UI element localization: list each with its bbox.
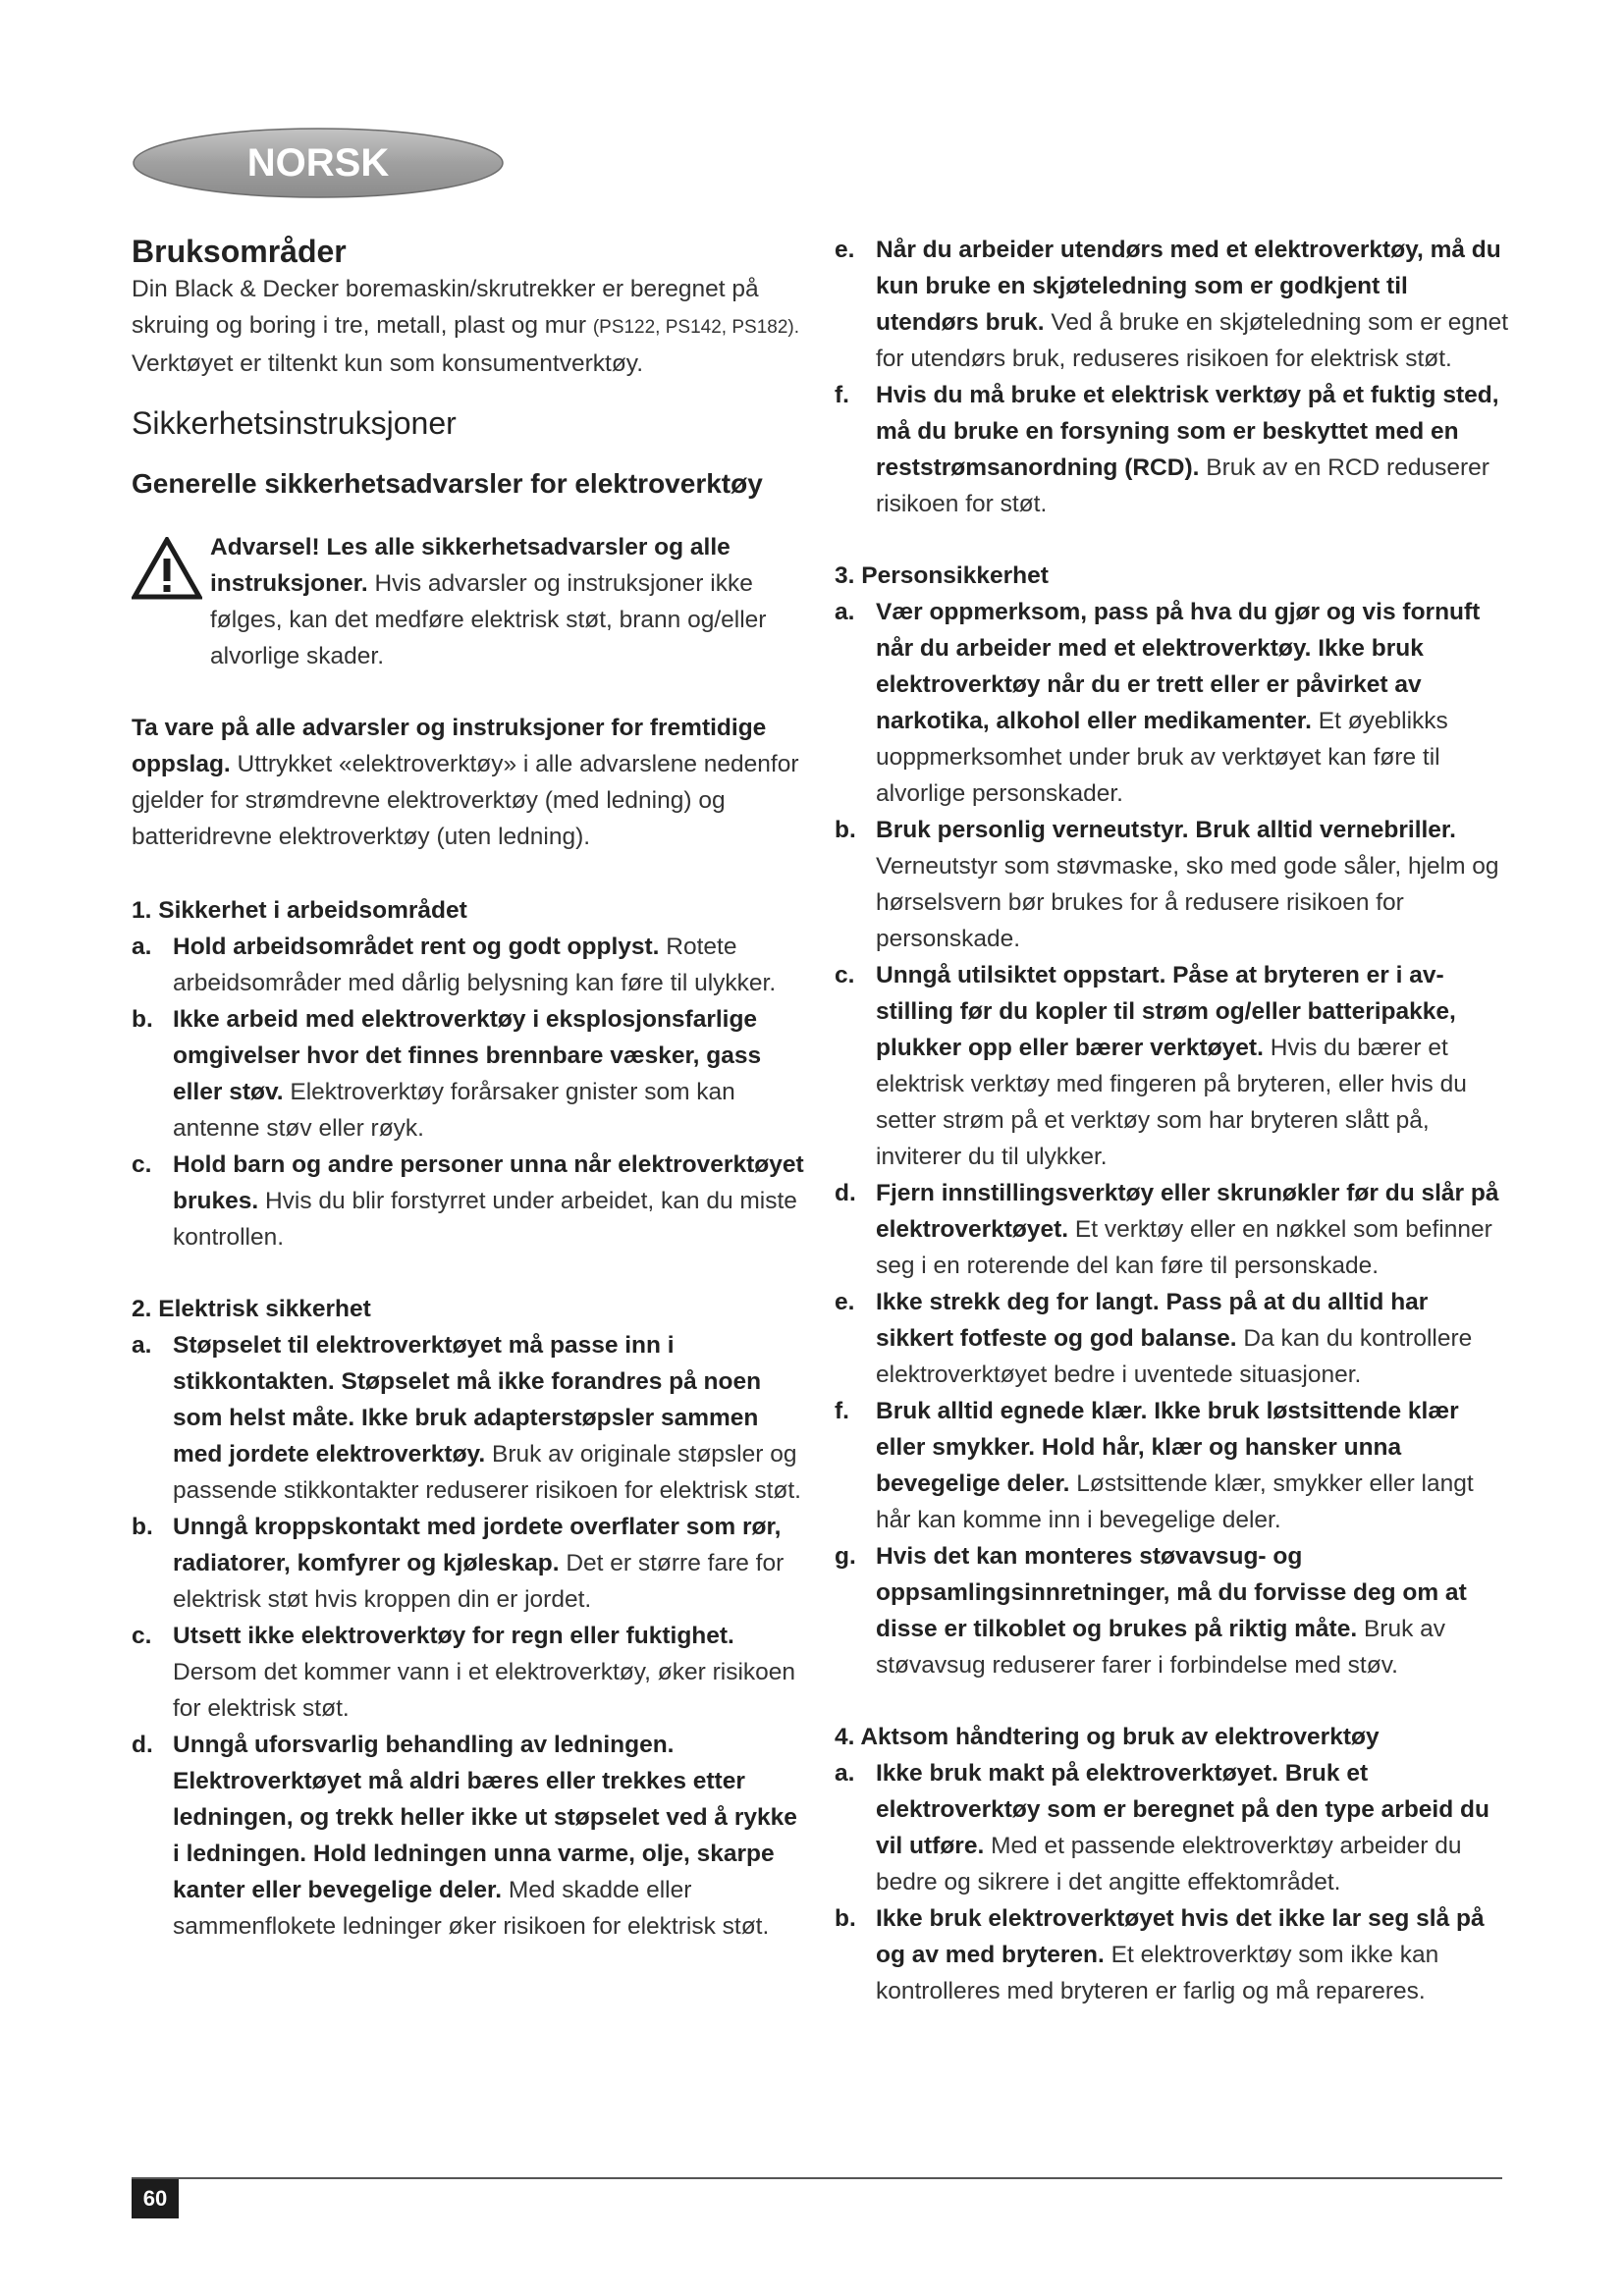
item-bold: Når du arbeider utendørs med et elektroverktøy, må du kun bruke en skjøteledning som er godkjent til utendørs bruk. [876, 237, 1501, 336]
right-column [835, 232, 1512, 2009]
item-bold: Utsett ikke elektroverktøy for regn eller fuktighet. [173, 1623, 734, 1649]
language-label: NORSK [246, 141, 390, 185]
item-bold: Ikke bruk elektroverktøyet hvis det ikke lar seg slå på og av med bryteren. [876, 1905, 1485, 1968]
item-bold: Ikke bruk makt på elektroverktøyet. Bruk et elektroverktøy som er beregnet på den type arbeid du vil utføre. [876, 1760, 1489, 1859]
item-text: Med skadde eller sammenflokete ledninger øker risikoen for elektrisk støt. [173, 1877, 770, 1940]
list-item [835, 1175, 1512, 1284]
item-text: Løstsittende klær, smykker eller langt hår kan komme inn i bevegelige deler. [876, 1470, 1474, 1533]
item-marker: b. [132, 1514, 153, 1540]
list-item [132, 1618, 809, 1727]
item-marker: f. [835, 1398, 849, 1424]
list-item [132, 1509, 809, 1618]
item-marker: a. [835, 1760, 855, 1787]
general-warnings-title: Generelle sikkerhetsadvarsler for elektroverktøy [132, 468, 763, 499]
item-text: Et øyeblikks uoppmerksomhet under bruk av verktøyet kan føre til alvorlige personskader. [876, 708, 1448, 807]
item-marker: f. [835, 382, 849, 408]
list-item [132, 1147, 809, 1255]
warning-triangle-icon [132, 537, 202, 600]
item-text: Dersom det kommer vann i et elektroverktøy, øker risikoen for elektrisk støt. [173, 1659, 796, 1722]
item-bold: Støpselet til elektroverktøyet må passe inn i stikkontakten. Støpselet må ikke forandres på noen som helst måte. Ikke bruk adapterstøpsler sammen med jordete elektroverktøy. [173, 1332, 762, 1468]
item-bold: Ikke arbeid med elektroverktøy i eksplosjonsfarlige omgivelser hvor det finnes brennbare væsker, gass eller støv. [173, 1006, 762, 1105]
item-text: Bruk av støvavsug reduserer farer i forbindelse med støv. [876, 1616, 1446, 1679]
safety-title: Sikkerhetsinstruksjoner [132, 405, 457, 441]
section-3-title: 3. Personsikkerhet [835, 562, 1049, 589]
list-item [132, 1001, 809, 1147]
list-item [835, 1393, 1512, 1538]
usage-paragraph [132, 271, 809, 382]
item-bold: Bruk alltid egnede klær. Ikke bruk løstsittende klær eller smykker. Hold hår, klær og hansker unna bevegelige deler. [876, 1398, 1459, 1497]
item-marker: d. [835, 1180, 856, 1206]
item-marker: c. [132, 1151, 152, 1178]
item-bold: Hvis det kan monteres støvavsug- og oppsamlingsinnretninger, må du forvisse deg om at disse er tilkoblet og brukes på riktig måte. [876, 1543, 1467, 1642]
list-item [132, 1727, 809, 1945]
item-bold: Unngå kroppskontakt med jordete overflater som rør, radiatorer, komfyrer og kjøleskap. [173, 1514, 782, 1576]
keep-bold: Ta vare på alle advarsler og instruksjoner for fremtidige oppslag. [132, 715, 767, 777]
list-item [132, 1327, 809, 1509]
keep-text: Uttrykket «elektroverktøy» i alle advarslene nedenfor gjelder for strømdrevne elektroverktøy (med ledning) og batteridrevne elektroverktøy (uten ledning). [132, 751, 799, 850]
item-text: Hvis du bærer et elektrisk verktøy med fingeren på bryteren, eller hvis du setter strøm på et verktøy som har bryteren slått på, inviterer du til ulykker. [876, 1035, 1467, 1170]
item-bold: Vær oppmerksom, pass på hva du gjør og vis fornuft når du arbeider med et elektroverktøy. Ikke bruk elektroverktøy når du er trett eller er påvirket av narkotika, alkohol eller medikamenter. [876, 599, 1481, 734]
item-marker: b. [835, 817, 856, 843]
item-marker: e. [835, 1289, 855, 1315]
warning-bold: Advarsel! Les alle sikkerhetsadvarsler og alle instruksjoner. [210, 534, 731, 597]
item-bold: Hold barn og andre personer unna når elektroverktøyet brukes. [173, 1151, 804, 1214]
item-marker: b. [132, 1006, 153, 1033]
warning-text: Hvis advarsler og instruksjoner ikke følges, kan det medføre elektrisk støt, brann og/eller alvorlige skader. [210, 570, 767, 669]
list-item [835, 1284, 1512, 1393]
item-marker: a. [132, 1332, 152, 1359]
item-bold: Unngå utilsiktet oppstart. Påse at bryteren er i av-stilling før du kopler til strøm og/eller batteripakke, plukker opp eller bærer verktøyet. [876, 962, 1456, 1061]
list-item [835, 232, 1512, 377]
item-text: Rotete arbeidsområder med dårlig belysning kan føre til ulykker. [173, 934, 777, 996]
item-text: Ved å bruke en skjøteledning som er egnet for utendørs bruk, reduseres risikoen for elektrisk støt. [876, 309, 1509, 372]
item-marker: c. [132, 1623, 152, 1649]
usage-title: Bruksområder [132, 234, 347, 269]
item-text: Et verktøy eller en nøkkel som befinner seg i en roterende del kan føre til personskade. [876, 1216, 1492, 1279]
list-item [835, 1755, 1512, 1900]
item-bold: Hold arbeidsområdet rent og godt opplyst. [173, 934, 660, 960]
keep-instructions-paragraph [132, 710, 809, 855]
item-marker: d. [132, 1732, 153, 1758]
list-item [835, 957, 1512, 1175]
language-badge [132, 126, 505, 200]
list-item [835, 594, 1512, 812]
item-bold: Ikke strekk deg for langt. Pass på at du alltid har sikkert fotfeste og god balanse. [876, 1289, 1429, 1352]
item-bold: Bruk personlig verneutstyr. Bruk alltid vernebriller. [876, 817, 1456, 843]
usage-models: (PS122, PS142, PS182). [592, 317, 799, 338]
item-marker: c. [835, 962, 855, 988]
item-marker: g. [835, 1543, 856, 1570]
list-item [835, 377, 1512, 522]
list-item [835, 812, 1512, 957]
item-text: Elektroverktøy forårsaker gnister som kan antenne støv eller røyk. [173, 1079, 735, 1142]
list-item [835, 1538, 1512, 1683]
item-text: Verneutstyr som støvmaske, sko med gode såler, hjelm og hørselsvern bør brukes for å redusere risikoen for personskade. [876, 853, 1499, 952]
item-text: Det er større fare for elektrisk støt hvis kroppen din er jordet. [173, 1550, 785, 1613]
usage-consumer-note: Verktøyet er tiltenkt kun som konsumentverktøy. [132, 350, 644, 377]
item-text: Bruk av en RCD reduserer risikoen for støt. [876, 454, 1489, 517]
item-bold: Fjern innstillingsverktøy eller skrunøkler før du slår på elektroverktøyet. [876, 1180, 1499, 1243]
footer-rule [132, 2177, 1502, 2179]
item-text: Da kan du kontrollere elektroverktøyet bedre i uventede situasjoner. [876, 1325, 1473, 1388]
list-item [835, 1900, 1512, 2009]
item-marker: b. [835, 1905, 856, 1932]
section-4-title: 4. Aktsom håndtering og bruk av elektroverktøy [835, 1724, 1380, 1750]
section-2-title: 2. Elektrisk sikkerhet [132, 1296, 371, 1322]
section-1-title: 1. Sikkerhet i arbeidsområdet [132, 897, 467, 924]
item-bold: Unngå uforsvarlig behandling av ledningen. Elektroverktøyet må aldri bæres eller trekkes etter ledningen, og trekk heller ikke ut støpselet ved å rykke i ledningen. Hold ledningen unna varme, olje, skarpe kanter eller bevegelige deler. [173, 1732, 797, 1903]
warning-block [132, 529, 809, 674]
item-text: Bruk av originale støpsler og passende stikkontakter reduserer risikoen for elektrisk støt. [173, 1441, 801, 1504]
usage-text: Din Black & Decker boremaskin/skrutrekker er beregnet på skruing og boring i tre, metall, plast og mur [132, 276, 759, 339]
item-bold: Hvis du må bruke et elektrisk verktøy på et fuktig sted, må du bruke en forsyning som er beskyttet med en reststrømsanordning (RCD). [876, 382, 1499, 481]
item-marker: a. [835, 599, 855, 625]
item-text: Hvis du blir forstyrret under arbeidet, kan du miste kontrollen. [173, 1188, 797, 1251]
left-column [132, 232, 809, 1945]
list-item [132, 929, 809, 1001]
item-marker: a. [132, 934, 152, 960]
item-marker: e. [835, 237, 855, 263]
item-text: Et elektroverktøy som ikke kan kontrolleres med bryteren er farlig og må repareres. [876, 1942, 1439, 2004]
item-text: Med et passende elektroverktøy arbeider du bedre og sikrere i det angitte effektområdet. [876, 1833, 1462, 1896]
page-number: 60 [132, 2179, 179, 2218]
